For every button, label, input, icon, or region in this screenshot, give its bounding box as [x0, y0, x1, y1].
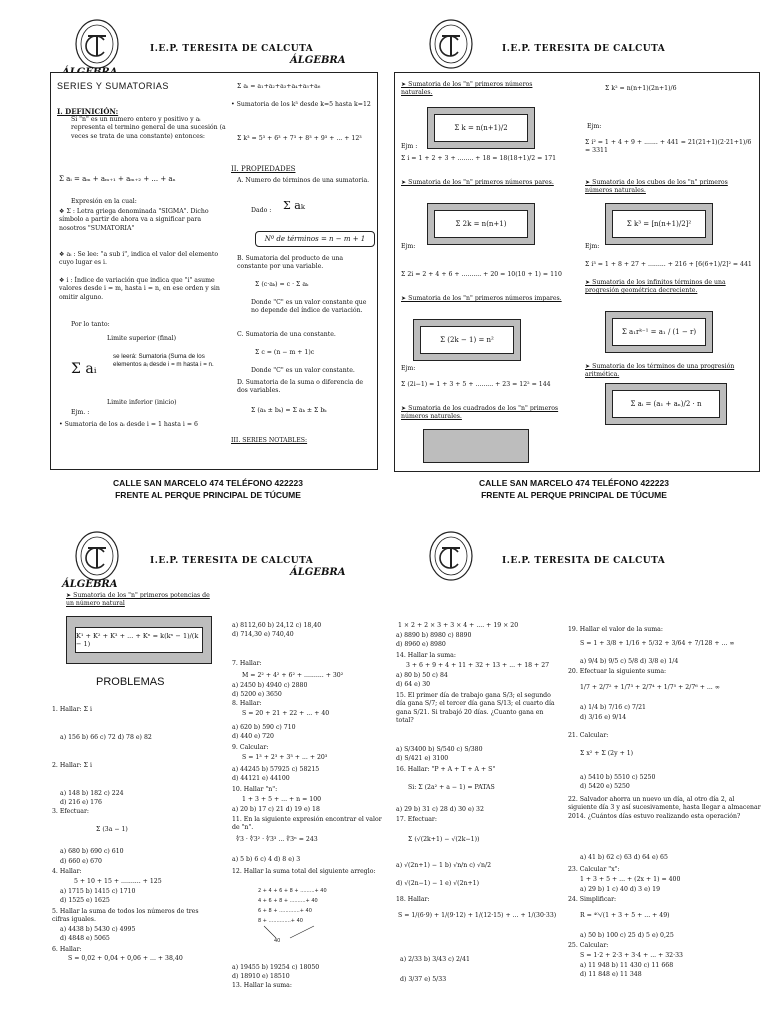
expression-title: Expresión en la cual: [71, 198, 137, 205]
right-sum-1: Σ aᵢ = a₁+a₂+a₃+a₄+a₅+a₆ [237, 83, 321, 90]
example-1-label: Ejm : [401, 143, 418, 150]
problem-16: 16. Hallar: "P + A + T + A + S" [396, 766, 496, 773]
right-sum-3: Σ k³ = 5³ + 6³ + 7³ + 8³ + 9³ + ... + 12³ [237, 135, 362, 142]
example-label: Ejm. : [71, 409, 90, 416]
problem-9-options-2: d) 44121 e) 44100 [232, 775, 290, 782]
problem-15: 15. El primer día de trabajo gana S/3; el segundo día gana S/7; el tercer día gana S/13; el cuarto día gana S/21. Si trabajó 20 días. ¿Cuanto gana en total? [396, 692, 555, 724]
powers-box [66, 616, 212, 664]
problem-25: 25. Calcular: [568, 942, 609, 949]
problem-12: 12. Hallar la suma total del siguiente arreglo: [232, 868, 376, 875]
series-cubes-box [605, 203, 713, 245]
problem-9: 9. Calcular: [232, 744, 269, 751]
problem-7-options-2: d) 5200 e) 3650 [232, 691, 282, 698]
series-geometric-box [605, 311, 713, 353]
problem-18: 18. Hallar: [396, 896, 430, 903]
problem-11-formula: ∜3 · ∜3² · ∜3³ ... ∜3ⁿ = 243 [236, 836, 318, 843]
school-logo-icon [428, 18, 474, 70]
problem-18-formula: S = 1/(6·9) + 1/(9·12) + 1/(12·15) + ... + 1/(30·33) [398, 912, 557, 919]
problem-15-options: a) S/3400 b) S/540 c) S/380 [396, 746, 483, 753]
school-logo-icon [74, 530, 120, 582]
problem-3-options-2: d) 660 e) 670 [60, 858, 102, 865]
problem-21: 21. Calcular: [568, 732, 609, 739]
problem-24: 24. Simplificar: [568, 896, 617, 903]
dado-label: Dado : [251, 207, 272, 214]
se-leera-text: se leerá: Sumatoria (Suma de los elementos aᵢ desde i = m hasta i = n. [113, 353, 214, 369]
dado-sum: Σ aₖ [283, 199, 305, 212]
problem-9-formula: S = 1³ + 2³ + 3³ + ... + 20³ [242, 754, 328, 761]
example-1-formula: Σ i = 1 + 2 + 3 + ........ + 18 = 18(18+1)/2 = 171 [401, 155, 557, 162]
definition-text: Si "n" es un numero entero y positivo y aᵢ representa el termino general de una sucesión (a veces se trata de una constante) entonces: [71, 116, 226, 140]
problem-1: 1. Hallar: Σ i [52, 706, 92, 713]
problem-20-formula: 1/7 + 2/7² + 1/7³ + 2/7⁴ + 1/7⁵ + 2/7⁶ + ... ∞ [580, 684, 720, 691]
problem-3-options: a) 680 b) 690 c) 610 [60, 848, 124, 855]
problem-6-options: a) 8112,60 b) 24,12 c) 18,40 [232, 622, 322, 629]
svg-text:6 + 8 + .............+ 40: 6 + 8 + .............+ 40 [258, 908, 312, 914]
index-description: ❖ i : Índice de variación que indica que "i" asume valores desde i = m, hasta i = n, en ese orden y sin omitir alguno. [59, 277, 220, 301]
problem-13: 13. Hallar la suma: [232, 982, 292, 989]
problem-19-options: a) 9/4 b) 9/5 c) 5/8 d) 3/8 e) 1/4 [580, 658, 679, 665]
problem-8-options-2: d) 440 e) 720 [232, 733, 274, 740]
sigma-description: ❖ Σ : Letra griega denominada "SIGMA". Dicho símbolo a partir de ahora va a significar para nosotros "SUMATORIA" [59, 208, 209, 232]
series-cubes-formula: Σ k³ = [n(n+1)/2]² [612, 210, 706, 238]
problem-1-options: a) 156 b) 66 c) 72 d) 78 e) 82 [60, 734, 152, 741]
school-name: I.E.P. TERESITA DE CALCUTA [502, 556, 666, 566]
powers-formula: K¹ + K² + K³ + ... + Kⁿ = k(kⁿ − 1)/(k − 1) [75, 627, 203, 653]
svg-text:8 + ..............+ 40: 8 + ..............+ 40 [258, 918, 303, 924]
school-name: I.E.P. TERESITA DE CALCUTA [502, 44, 666, 54]
problem-14-options: a) 80 b) 50 c) 84 [396, 672, 448, 679]
problem-12-triangle-diagram [254, 884, 366, 958]
problem-11: 11. En la siguiente expresión encontrar el valor de "n". [232, 816, 382, 832]
problem-4: 4. Hallar: [52, 868, 82, 875]
problem-20-options: a) 1/4 b) 7/16 c) 7/21 [580, 704, 646, 711]
property-c-text: Donde "C" es un valor constante. [251, 367, 355, 374]
example-2-formula: Σ 2i = 2 + 4 + 6 + .......... + 20 = 10(10 + 1) = 110 [401, 271, 562, 278]
problem-2: 2. Hallar: Σ i [52, 762, 92, 769]
problem-6-formula: S = 0,02 + 0,04 + 0,06 + ... + 38,40 [68, 955, 183, 962]
content-frame [394, 72, 760, 472]
problem-6: 6. Hallar: [52, 946, 82, 953]
subject-title: ÁLGEBRA [290, 55, 346, 66]
problem-23: 23. Calcular "x": [568, 866, 620, 873]
problem-8: 8. Hallar: [232, 700, 262, 707]
problem-4-options: a) 1715 b) 1415 c) 1710 [60, 888, 136, 895]
series-arithmetic-title: ➤ Sumatoria de los términos de una progresión aritmética. [585, 363, 735, 379]
problem-4-options-2: d) 1525 e) 1625 [60, 897, 110, 904]
ai-description: ❖ aᵢ : Se lee: "a sub i", indica el valor del elemento cuyo lugar es i. [59, 251, 219, 267]
problem-9-options: a) 44245 b) 57925 c) 58215 [232, 766, 320, 773]
series-naturals-title: ➤ Sumatoria de los "n" primeros números naturales. [401, 81, 533, 97]
right-example-2-formula: Σ i³ = 1 + 8 + 27 + ......... + 216 + [6(6+1)/2]² = 441 [585, 261, 752, 268]
lower-limit-label: Limite inferior (inicio) [107, 399, 177, 406]
problem-4-formula: 5 + 10 + 15 + .......... + 125 [74, 878, 162, 885]
problem-2-options: a) 148 b) 182 c) 224 [60, 790, 124, 797]
problem-21-formula: Σ x² + Σ (2y + 1) [580, 750, 634, 757]
definition-formula: Σ aᵢ = aₘ + aₘ₊₁ + aₘ₊₂ + ... + aₙ [59, 175, 176, 183]
svg-text:4 + 6 + 8 + ..........+ 40: 4 + 6 + 8 + ..........+ 40 [258, 898, 318, 904]
property-a: A. Numero de términos de una sumatoria. [237, 177, 370, 184]
problem-5-options: a) 4438 b) 5430 c) 4995 [60, 926, 136, 933]
school-logo-icon [428, 530, 474, 582]
problem-7-options: a) 2450 b) 4940 c) 2880 [232, 682, 308, 689]
problem-3-formula: Σ (3a − 1) [96, 826, 128, 833]
series-evens-formula: Σ 2k = n(n+1) [434, 210, 528, 238]
problem-15-options-2: d) S/421 e) 3100 [396, 755, 449, 762]
problem-23-formula: 1 + 3 + 5 + ... + (2x + 1) = 400 [580, 876, 681, 883]
series-squares-formula: Σ k² = n(n+1)(2n+1)/6 [605, 85, 677, 92]
series-squares-title: ➤ Sumatoria de los cuadrados de los "n" primeros números naturales. [401, 405, 559, 421]
series-geometric-formula: Σ a₁rᵏ⁻¹ = a₁ / (1 − r) [612, 318, 706, 346]
problem-16-formula: Si: Σ (2a² + a − 1) = PATAS [408, 784, 495, 791]
footer-address: CALLE SAN MARCELO 474 TELÉFONO 422223 [113, 478, 303, 488]
series-evens-box [427, 203, 535, 245]
series-evens-title: ➤ Sumatoria de los "n" primeros números pares. [401, 179, 554, 186]
problem-3: 3. Efectuar: [52, 808, 90, 815]
problem-10-formula: 1 + 3 + 5 + ... + n = 100 [242, 796, 322, 803]
series-odds-title: ➤ Sumatoria de los "n" primeros números impares. [401, 295, 562, 302]
series-cubes-title: ➤ Sumatoria de los cubos de los "n" primeros números naturales. [585, 179, 728, 195]
series-naturals-box [427, 107, 535, 149]
problem-11-options: a) 5 b) 6 c) 4 d) 8 e) 3 [232, 856, 301, 863]
property-c: C. Sumatoria de una constante. [237, 331, 336, 338]
example-text: • Sumatoria de los aᵢ desde i = 1 hasta i = 6 [59, 421, 198, 428]
problem-17: 17. Efectuar: [396, 816, 437, 823]
problem-25-options: a) 11 948 b) 11 430 c) 11 668 [580, 962, 674, 969]
problem-12-options: a) 19455 b) 19254 c) 18050 [232, 964, 320, 971]
property-d: D. Sumatoria de la suma o diferencia de dos variables. [237, 379, 364, 395]
problem-20-options-2: d) 3/16 e) 9/14 [580, 714, 627, 721]
problem-25-options-2: d) 11 848 e) 11 348 [580, 971, 642, 978]
powers-title: ➤ Sumatoria de los "n" primeros potencias de un número natural [66, 592, 210, 608]
problem-19-formula: S = 1 + 3/8 + 1/16 + 5/32 + 3/64 + 7/128 + ... ∞ [580, 640, 735, 647]
school-name: I.E.P. TERESITA DE CALCUTA [150, 44, 314, 54]
problem-5: 5. Hallar la suma de todos los números de tres cifras iguales. [52, 908, 199, 924]
problem-18-options-2: d) 3/37 e) 5/33 [400, 976, 447, 983]
problem-24-options: a) 50 b) 100 c) 25 d) 5 e) 0,25 [580, 932, 674, 939]
problem-17-formula: Σ (√(2k+1) − √(2k−1)) [408, 836, 480, 843]
notable-series-title: III. SERIES NOTABLES: [231, 437, 308, 444]
series-squares-box [423, 429, 529, 463]
example-2-label: Ejm: [401, 243, 416, 250]
right-sum-2: • Sumatoria de los k³ desde k=5 hasta k=12 [231, 101, 371, 108]
right-example-2-label: Ejm: [585, 243, 600, 250]
problem-21-options: a) 5410 b) 5510 c) 5250 [580, 774, 656, 781]
por-lo-tanto: Por lo tanto: [71, 321, 110, 328]
problem-10-options: a) 20 b) 17 c) 21 d) 19 e) 18 [232, 806, 320, 813]
series-naturals-formula: Σ k = n(n+1)/2 [434, 114, 528, 142]
problem-17-options-2: d) √(2n−1) − 1 e) √(2n+1) [396, 880, 480, 887]
problem-24-formula: R = ⁴⁰√(1 + 3 + 5 + ... + 49) [580, 912, 670, 919]
series-odds-formula: Σ (2k − 1) = n² [420, 326, 514, 354]
right-example-formula: Σ i² = 1 + 4 + 9 + ....... + 441 = 21(21+1)(2·21+1)/6 = 3311 [585, 139, 752, 155]
problem-10: 10. Hallar "n": [232, 786, 278, 793]
problem-14: 14. Hallar la suma: [396, 652, 456, 659]
upper-limit-label: Limite superior (final) [107, 335, 177, 342]
problem-8-options: a) 620 b) 590 c) 710 [232, 724, 296, 731]
problem-7: 7. Hallar: [232, 660, 262, 667]
problem-17-options: a) √(2n+1) − 1 b) √n/n c) √n/2 [396, 862, 492, 869]
subject-title: ÁLGEBRA [290, 567, 346, 578]
page-panel-3 [0, 512, 384, 1024]
problem-6-options-2: d) 714,30 e) 740,40 [232, 631, 294, 638]
svg-text:2 + 4 + 6 + 8 + ........: 2 + 4 + 6 + 8 + .........+ 40 [258, 888, 327, 894]
property-b: B. Sumatoria del producto de una constante por una variable. [237, 255, 344, 271]
problem-18-options: a) 2/33 b) 3/43 c) 2/41 [400, 956, 470, 963]
school-logo-icon [74, 18, 120, 70]
problem-12-options-2: d) 18910 e) 18510 [232, 973, 290, 980]
problem-8-formula: S = 20 + 21 + 22 + ... + 40 [242, 710, 330, 717]
definition-title: I. DEFINICIÓN: [57, 107, 119, 116]
right-example-label: Ejm: [587, 123, 602, 130]
properties-title: II. PROPIEDADES [231, 165, 296, 173]
property-c-formula: Σ c = (n − m + 1)c [255, 349, 315, 356]
topic-title: SERIES Y SUMATORIAS [57, 81, 169, 91]
footer-reference: FRENTE AL PERQUE PRINCIPAL DE TÚCUME [115, 490, 301, 500]
footer-reference: FRENTE AL PERQUE PRINCIPAL DE TÚCUME [481, 490, 667, 500]
problem-16-options: a) 29 b) 31 c) 28 d) 30 e) 32 [396, 806, 484, 813]
problem-2-options-2: d) 216 e) 176 [60, 799, 102, 806]
footer-address: CALLE SAN MARCELO 474 TELÉFONO 422223 [479, 478, 669, 488]
problem-13-formula: 1 × 2 + 2 × 3 + 3 × 4 + .... + 19 × 20 [398, 622, 519, 629]
number-of-terms-box: Nº de términos = n − m + 1 [255, 231, 375, 247]
problem-22: 22. Salvador ahorra un nuevo un día, al otro día 2, al siguiente día 3 y así sucesivamente, hasta llegar a almacenar 2014. ¿Cuántos días estuvo realizando esta operación? [568, 796, 761, 820]
property-b-text: Donde "C" es un valor constante que no depende del índice de variación. [251, 299, 367, 315]
problem-22-options: a) 41 b) 62 c) 63 d) 64 e) 65 [580, 854, 668, 861]
problem-13-options-2: d) 8960 e) 8980 [396, 641, 446, 648]
page-panel-1 [0, 0, 384, 512]
series-odds-box [413, 319, 521, 361]
problem-14-formula: 3 + 6 + 9 + 4 + 11 + 32 + 13 + ... + 18 + 27 [406, 662, 550, 669]
problem-19: 19. Hallar el valor de la suma: [568, 626, 663, 633]
problem-23-options: a) 29 b) 1 c) 40 d) 3 e) 19 [580, 886, 661, 893]
property-b-formula: Σ (c·aₖ) = c · Σ aₖ [255, 281, 309, 288]
problem-13-options: a) 8890 b) 8980 c) 8890 [396, 632, 472, 639]
property-d-formula: Σ (aₖ ± bₖ) = Σ aₖ ± Σ bₖ [251, 407, 327, 414]
problem-7-formula: M = 2² + 4² + 6² + .......... + 30² [242, 672, 344, 679]
page-panel-4 [384, 512, 768, 1024]
svg-text:40: 40 [274, 938, 281, 944]
problems-title: PROBLEMAS [96, 676, 165, 688]
series-geometric-title: ➤ Sumatoria de los infinitos términos de una progresión geométrica decreciente. [585, 279, 726, 295]
school-name: I.E.P. TERESITA DE CALCUTA [150, 556, 314, 566]
problem-14-options-2: d) 64 e) 30 [396, 681, 431, 688]
sigma-symbol: Σ aᵢ [71, 361, 97, 377]
content-frame [50, 72, 378, 470]
example-3-label: Ejm: [401, 365, 416, 372]
problem-5-options-2: d) 4848 e) 5065 [60, 935, 110, 942]
problem-20: 20. Efectuar la siguiente suma: [568, 668, 667, 675]
example-3-formula: Σ (2i−1) = 1 + 3 + 5 + ......... + 23 = 12² = 144 [401, 381, 551, 388]
series-arithmetic-formula: Σ aᵢ = (a₁ + aₙ)/2 · n [612, 390, 720, 418]
series-arithmetic-box [605, 383, 727, 425]
problem-21-options-2: d) 5420 e) 5250 [580, 783, 630, 790]
subject-title-left: ÁLGEBRA [62, 579, 118, 590]
page-panel-2 [384, 0, 768, 512]
problem-25-formula: S = 1·2 + 2·3 + 3·4 + ... + 32·33 [580, 952, 683, 959]
